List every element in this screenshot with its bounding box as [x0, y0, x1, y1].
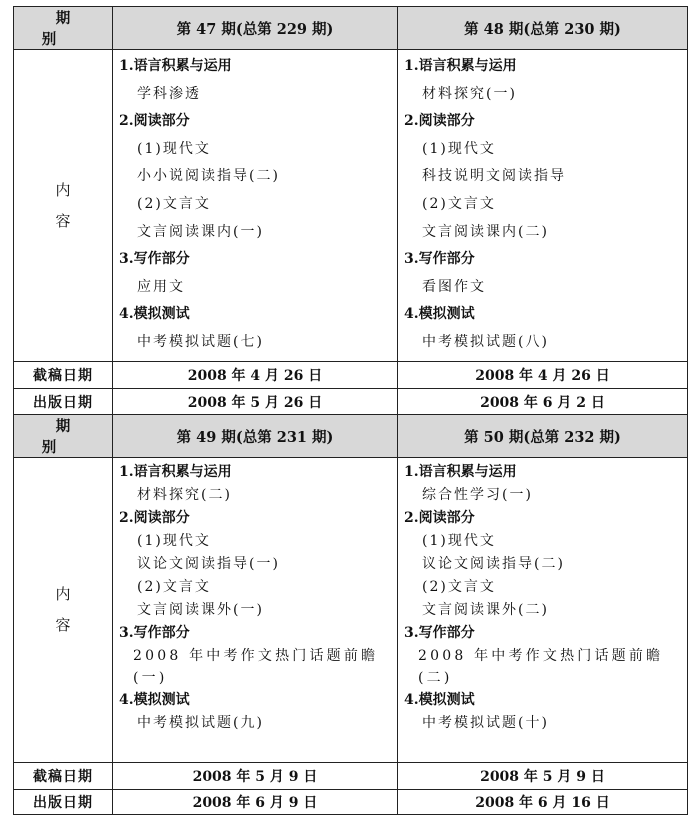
list-item: 文言阅读课内(二) — [422, 223, 549, 240]
content-row — [14, 458, 688, 763]
list-item: 2008 年中考作文热门话题前瞻(一) — [133, 648, 379, 686]
deadline-label: 截稿日期 — [14, 763, 113, 790]
publish-date: 2008 年 5 月 26 日 — [113, 389, 398, 415]
list-item: 议论文阅读指导(二) — [422, 556, 565, 572]
issue-number: 第 48 期(总第 230 期) — [398, 7, 688, 50]
deadline-date: 2008 年 4 月 26 日 — [398, 362, 688, 389]
section-title: 3.写作部分 — [119, 251, 190, 268]
section-title: 4.模拟测试 — [404, 306, 475, 323]
content-label: 内 容 — [14, 50, 113, 362]
list-item: 综合性学习(一) — [422, 487, 533, 503]
issue-label: 期 别 — [14, 415, 113, 458]
list-item: 文言阅读课外(一) — [137, 602, 264, 618]
list-item: 看图作文 — [422, 278, 486, 295]
deadline-label: 截稿日期 — [14, 362, 113, 389]
list-item: (2)文言文 — [422, 579, 496, 595]
list-item: (2)文言文 — [137, 195, 211, 212]
list-item: 中考模拟试题(九) — [137, 715, 264, 731]
list-item: (1)现代文 — [137, 140, 211, 157]
issue-header-row — [14, 7, 688, 50]
section-title: 4.模拟测试 — [119, 692, 190, 708]
section-title: 4.模拟测试 — [119, 306, 190, 323]
list-item: 材料探究(一) — [422, 85, 517, 102]
list-item: 议论文阅读指导(一) — [137, 556, 280, 572]
list-item: 学科渗透 — [137, 85, 201, 102]
content-label: 内 容 — [14, 458, 113, 763]
section-title: 2.阅读部分 — [404, 510, 475, 526]
list-item: 科技说明文阅读指导 — [422, 168, 566, 185]
issue-number: 第 50 期(总第 232 期) — [398, 415, 688, 458]
issue-number: 第 47 期(总第 229 期) — [113, 7, 398, 50]
list-item: (1)现代文 — [422, 533, 496, 549]
section-title: 3.写作部分 — [404, 251, 475, 268]
list-item: 文言阅读课内(一) — [137, 223, 264, 240]
content-cell — [113, 458, 398, 763]
issue-schedule-table — [13, 6, 688, 815]
publish-date: 2008 年 6 月 2 日 — [398, 389, 688, 415]
list-item: (2)文言文 — [422, 195, 496, 212]
section-title: 4.模拟测试 — [404, 692, 475, 708]
section-title: 3.写作部分 — [404, 625, 475, 641]
deadline-date: 2008 年 4 月 26 日 — [113, 362, 398, 389]
publish-row — [14, 790, 688, 815]
deadline-date: 2008 年 5 月 9 日 — [113, 763, 398, 790]
deadline-date: 2008 年 5 月 9 日 — [398, 763, 688, 790]
list-item: 材料探究(二) — [137, 487, 232, 503]
list-item: (1)现代文 — [422, 140, 496, 157]
list-item: (2)文言文 — [137, 579, 211, 595]
content-row — [14, 50, 688, 362]
publish-label: 出版日期 — [14, 389, 113, 415]
section-title: 1.语言积累与运用 — [119, 464, 232, 480]
content-cell — [398, 458, 688, 763]
content-cell — [398, 50, 688, 362]
list-item: 小小说阅读指导(二) — [137, 168, 280, 185]
content-cell — [113, 50, 398, 362]
deadline-row — [14, 362, 688, 389]
issue-number: 第 49 期(总第 231 期) — [113, 415, 398, 458]
list-item: 中考模拟试题(十) — [422, 715, 549, 731]
list-item: 2008 年中考作文热门话题前瞻(二) — [418, 648, 664, 686]
section-title: 1.语言积累与运用 — [404, 58, 517, 74]
section-title: 1.语言积累与运用 — [119, 58, 232, 74]
issue-label: 期 别 — [14, 7, 113, 50]
section-title: 2.阅读部分 — [404, 113, 475, 130]
publish-date: 2008 年 6 月 9 日 — [113, 790, 398, 815]
list-item: 中考模拟试题(七) — [137, 333, 264, 350]
publish-row — [14, 389, 688, 415]
list-item: 中考模拟试题(八) — [422, 333, 549, 350]
issue-header-row — [14, 415, 688, 458]
publish-date: 2008 年 6 月 16 日 — [398, 790, 688, 815]
list-item: 应用文 — [137, 278, 185, 295]
list-item: (1)现代文 — [137, 533, 211, 549]
section-title: 2.阅读部分 — [119, 510, 190, 526]
section-title: 2.阅读部分 — [119, 113, 190, 130]
publish-label: 出版日期 — [14, 790, 113, 815]
section-title: 3.写作部分 — [119, 625, 190, 641]
list-item: 文言阅读课外(二) — [422, 602, 549, 618]
deadline-row — [14, 763, 688, 790]
section-title: 1.语言积累与运用 — [404, 464, 517, 480]
